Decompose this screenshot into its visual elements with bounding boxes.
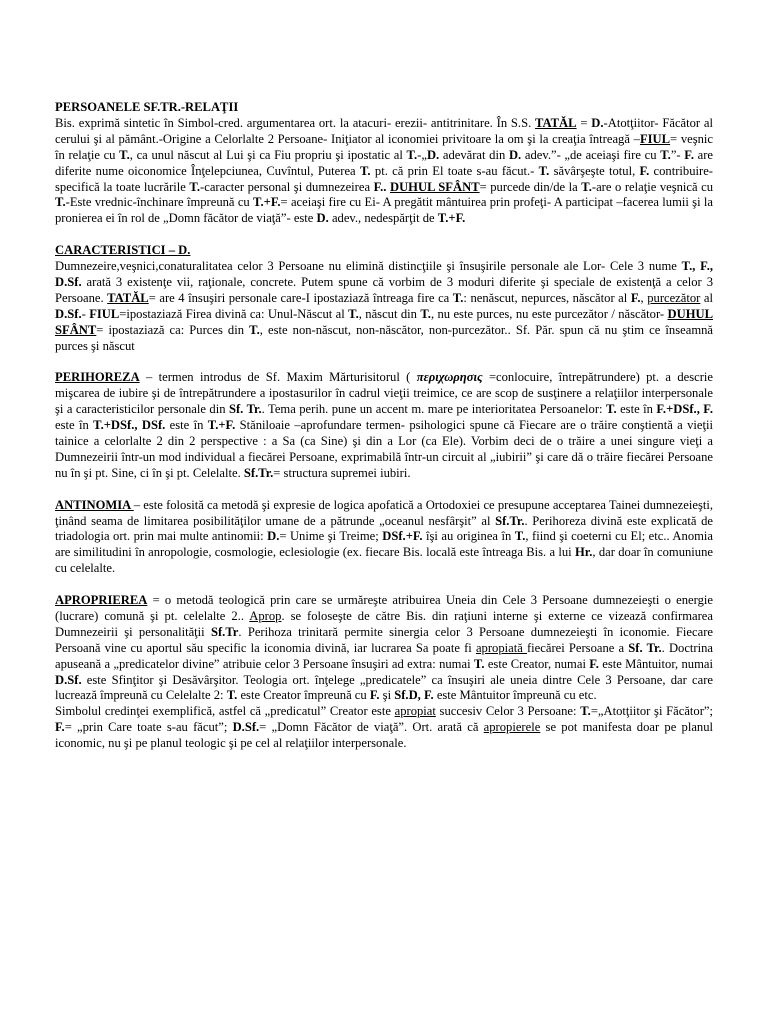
text-run: . Perihoza trinitară permite sinergia celor 3 Persoane dumnezeieşti în iconomie. Fiecare Persoană vine cu aportul său specific la iconomia divină, iar lucrarea Sa poate fi xyxy=(55,624,713,655)
text-run: , fiind şi coeterni cu El; etc.. Anomia are similitudini în anropologie, cosmologie, eclesiologie (ex. fiecare Bis. locală este întreaga Bis. a lui xyxy=(55,529,714,560)
text-run: = Unime şi Treime; xyxy=(279,529,383,544)
emphasis-term: Aprop xyxy=(249,608,282,623)
text-run: = xyxy=(576,115,592,130)
abbrev-term: D. xyxy=(267,529,280,544)
abbrev-term: F. xyxy=(589,656,599,671)
text-run: = „prin Care toate s-au făcut”; xyxy=(64,720,233,735)
text-run: – este folosită ca metodă şi expresie de logica apofatică a Ortodoxiei ce presupune acceptarea Tainei dumnezeieşti, ţinând seama de limitarea posibilităţilor umane de a pătrunde „oceanul nesfârşit” al xyxy=(55,497,713,528)
text-run: -caracter personal şi dumnezeirea xyxy=(200,179,374,194)
abbrev-term: D.Sf. xyxy=(55,672,82,687)
text-run: Bis. exprimă sintetic în Simbol-cred. argumentarea ort. la atacuri- erezii- antitrinitare. În S.S. xyxy=(55,115,536,130)
abbrev-term: T. xyxy=(406,147,418,162)
abbrev-term: F.. xyxy=(373,179,387,194)
text-run: arată 3 existenţe vii, raţionale, concrete. Putem spune că vorbim de 3 moduri diferite şi speciale de existenţă a celor 3 Persoane. xyxy=(55,274,713,305)
text-run: este Mântuitor, numai xyxy=(598,656,713,671)
text-run: = ipostaziază ca: Purces din xyxy=(96,322,250,337)
text-run: adev.”- „de aceiaşi fire cu xyxy=(521,147,661,162)
emphasis-term: apropiată xyxy=(475,640,527,655)
emphasis-term: ANTINOMIA xyxy=(55,497,134,512)
abbrev-term: Sf.D, F. xyxy=(394,688,434,703)
text-run: , ca unul născut al Lui şi ca Fiu propriu şi ipostatic al xyxy=(129,147,407,162)
emphasis-term: apropierele xyxy=(483,720,541,735)
text-run: este în xyxy=(616,402,657,417)
abbrev-term: T. xyxy=(538,163,550,178)
abbrev-term: D. xyxy=(426,147,440,162)
text-run: pt. că prin El toate s-au făcut.- xyxy=(370,163,539,178)
text-run: succesiv Celor 3 Persoane: xyxy=(435,704,581,719)
abbrev-term: DSf.+F. xyxy=(382,529,423,544)
text-run: = structura supremei iubiri. xyxy=(273,465,411,480)
text-run: -Este vrednic-închinare împreună cu xyxy=(65,195,254,210)
text-run: adevărat din xyxy=(439,147,509,162)
emphasis-term: TATĂL xyxy=(535,115,577,130)
text-run: - xyxy=(81,306,90,321)
text-run: se pot manifesta doar pe planul iconomic, nu şi pe planul teologic şi pe cel al relaţiilor interpersonale. xyxy=(55,720,714,751)
abbrev-term: T. xyxy=(119,147,130,162)
text-run: . Doctrina apuseană a „predicatelor divine” atribuie celor 3 Persoane însuşiri ad extra: numai xyxy=(55,640,713,671)
text-run: este Creator, numai xyxy=(484,656,590,671)
text-run: al xyxy=(700,290,713,305)
emphasis-term: TATĂL xyxy=(107,290,149,305)
emphasis-term: APROPRIEREA xyxy=(55,593,148,608)
paragraph-perihoreza xyxy=(55,370,713,481)
text-run: = o metodă teologică prin care se urmăreşte atribuirea Uneia din Cele 3 Persoane dumnezeieşti o energie (lucrare) comună şi pt. celelalte 2.. xyxy=(55,593,713,623)
text-run: . Perihoreza divină este explicată de triadologia ort. prin mai multe antinomii: xyxy=(55,513,713,544)
text-run: =„Atotţiitor şi Făcător”; xyxy=(590,704,713,719)
text-run: -are o relaţie veşnică cu xyxy=(591,179,713,194)
abbrev-term: T. xyxy=(605,402,617,417)
text-run: este Mântuitor împreună cu etc. xyxy=(433,688,597,703)
text-run: adev., nedespărţit de xyxy=(328,211,438,226)
text-run: , xyxy=(640,290,648,305)
abbrev-term: T. xyxy=(249,322,260,337)
text-run: =conlocuire, întrepătrundere) pt. a descrie mişcarea de iubire şi de întrepătrundere a ipostasurilor în cadrul vieţii treimice, ce are scop de susţinere a relaţiilor interpersonale şi a caracteristicilor personale din xyxy=(55,370,713,417)
text-run: – termen introdus de Sf. Maxim Mărturisitorul ( xyxy=(139,370,417,385)
paragraph-intro xyxy=(55,116,713,227)
document-title: PERSOANELE SF.TR.-RELAŢII xyxy=(55,100,239,114)
abbrev-term: T. xyxy=(189,179,201,194)
text-run: : nenăscut, nepurces, născător al xyxy=(463,290,631,305)
abbrev-term: T. xyxy=(359,163,371,178)
abbrev-term: T.+DSf., DSf. xyxy=(93,418,166,433)
abbrev-term: F.+DSf., F. xyxy=(656,402,713,417)
emphasis-term: FIUL xyxy=(639,131,671,146)
abbrev-term: T. xyxy=(452,290,464,305)
abbrev-term: Sf.Tr xyxy=(210,624,239,639)
text-run: Simbolul credinţei exemplifică, astfel că „predicatul” Creator este xyxy=(55,704,395,719)
text-run: , născut din xyxy=(358,306,421,321)
abbrev-term: T. xyxy=(348,306,359,321)
text-run: = „Domn Făcător de viaţă”. Ort. arată că xyxy=(259,720,484,735)
abbrev-term: Sf.Tr. xyxy=(495,513,525,528)
text-run: = veşnic în relaţie cu xyxy=(55,131,713,162)
text-run: este Creator împreună cu xyxy=(237,688,370,703)
text-run: , nu este purces, nu este purcezător / născător- xyxy=(430,306,668,321)
text-run: . Tema perih. pune un accent m. mare pe interioritatea Persoanelor: xyxy=(261,402,606,417)
abbrev-term: Hr. xyxy=(575,545,593,560)
text-run: -Atotţiitor- Făcător al cerului şi al pământ.-Origine a Celorlalte 2 Persoane- Iniţiator al iconomiei privitoare la om şi la creaţia întreagă – xyxy=(55,115,713,146)
text-run: Stăniloaie –aprofundare termen- psihologici spune că Fiecare are o trăire conştientă a vieţii tainice a celorlalte 2 din 2 perspective : a Sa (ca Sine) şi din a Lor (ca Ele). Vorbim deci de o trăire a unei singure vieţi a Dumnezeirii într-un mod individual a fiecărei Persoane, exprimabilă într-un circuit al „iubirii” şi care dă o trăire fiecărei Persoane nu în şi pt. Sine, ci în şi pt. Celelalte. xyxy=(55,418,713,480)
emphasis-term: PERIHOREZA xyxy=(55,370,140,385)
abbrev-term: T.+F. xyxy=(253,195,281,210)
text-run: ”- xyxy=(670,147,685,162)
text-run: este în xyxy=(165,418,208,433)
emphasis-term: DUHUL SFÂNT xyxy=(55,306,713,337)
abbrev-term: T.+F. xyxy=(207,418,236,433)
text-run: = aceiaşi fire cu Ei- A pregătit mântuirea prin profeţi- A participat –facerea lumii şi la pronierea ei în rol de „Domn făcător de viaţă”- este xyxy=(55,195,713,226)
text-run: = are 4 însuşiri personale care-I ipostaziază întreaga fire ca xyxy=(148,290,453,305)
text-run: săvârşeşte totul, xyxy=(549,163,640,178)
abbrev-term: F. xyxy=(369,688,380,703)
text-run: . se foloseşte de către Bis. din raţiuni interne şi externe ce vizează confirmarea Dumnezeirii şi personalităţii xyxy=(55,608,713,639)
text-run: = purcede din/de la xyxy=(479,179,582,194)
abbrev-term: D. xyxy=(591,115,604,130)
abbrev-term: F. xyxy=(684,147,694,162)
text-run: este în xyxy=(55,418,94,433)
abbrev-term: FIUL xyxy=(89,306,120,321)
text-run: Dumnezeire,veşnici,conaturalitatea celor 3 Persoane nu elimină distincţiile şi însuşirile personale ale Lor- Cele 3 nume xyxy=(55,259,682,274)
text-run: , este non-născut, non-născător, non-purcezător.. Sf. Păr. spun că nu ştim ce înseamnă purces şi născut xyxy=(55,322,713,353)
abbrev-term: D. xyxy=(508,147,522,162)
abbrev-term: T. xyxy=(514,529,526,544)
text-run: =ipostaziază Firea divină ca: Unul-Născut al xyxy=(119,306,349,321)
text-run: fiecărei Persoane a xyxy=(526,640,629,655)
abbrev-term: D.Sf. xyxy=(55,306,82,321)
abbrev-term: T. xyxy=(226,688,238,703)
abbrev-term: T., F., D.Sf. xyxy=(55,259,713,289)
text-run: şi xyxy=(379,688,395,703)
text-run: are diferite nume oiconomice Înţelepciunea, Cuvîntul, Puterea xyxy=(55,147,714,178)
text-run: -„ xyxy=(417,147,427,162)
paragraph-antinomia xyxy=(55,498,713,578)
text-run: , dar doar în comuniune cu celelalte. xyxy=(55,545,713,576)
text-run: este Sfinţitor şi Desăvârşitor. Teologia ort. înţelege „predicatele” ca însuşiri ale uneia dintre Cele 3 Persoane, dar care lucrează împreună cu Celelalte 2: xyxy=(55,672,713,703)
abbrev-term: F. xyxy=(55,720,65,735)
emphasis-term: apropiat xyxy=(394,704,436,719)
paragraph-simbolul xyxy=(55,704,713,752)
paragraph-apropierea xyxy=(55,593,713,704)
text-run: contribuire-specifică la toate lucrările xyxy=(55,163,713,194)
document-body xyxy=(55,100,713,768)
abbrev-term: T. xyxy=(55,195,66,210)
abbrev-term: F. xyxy=(630,290,641,305)
abbrev-term: T. xyxy=(581,179,592,194)
emphasis-term: purcezător xyxy=(647,290,701,305)
emphasis-term: DUHUL SFÂNT xyxy=(389,179,480,194)
abbrev-term: T. xyxy=(660,147,671,162)
heading-caracteristici: CARACTERISTICI – D. xyxy=(55,243,191,258)
abbrev-term: T. xyxy=(580,704,591,719)
abbrev-term: Sf. Tr. xyxy=(228,402,262,417)
abbrev-term: T. xyxy=(473,656,485,671)
greek-term: περιχωρησις xyxy=(416,370,483,385)
abbrev-term: D. xyxy=(316,211,329,226)
text-run: îşi au originea în xyxy=(422,529,515,544)
abbrev-term: F. xyxy=(639,163,650,178)
abbrev-term: T.+F. xyxy=(437,211,466,226)
abbrev-term: Sf.Tr. xyxy=(243,465,274,480)
paragraph-caracteristici xyxy=(55,259,713,354)
abbrev-term: Sf. Tr. xyxy=(628,640,662,655)
abbrev-term: T. xyxy=(420,306,431,321)
abbrev-term: D.Sf. xyxy=(232,720,260,735)
